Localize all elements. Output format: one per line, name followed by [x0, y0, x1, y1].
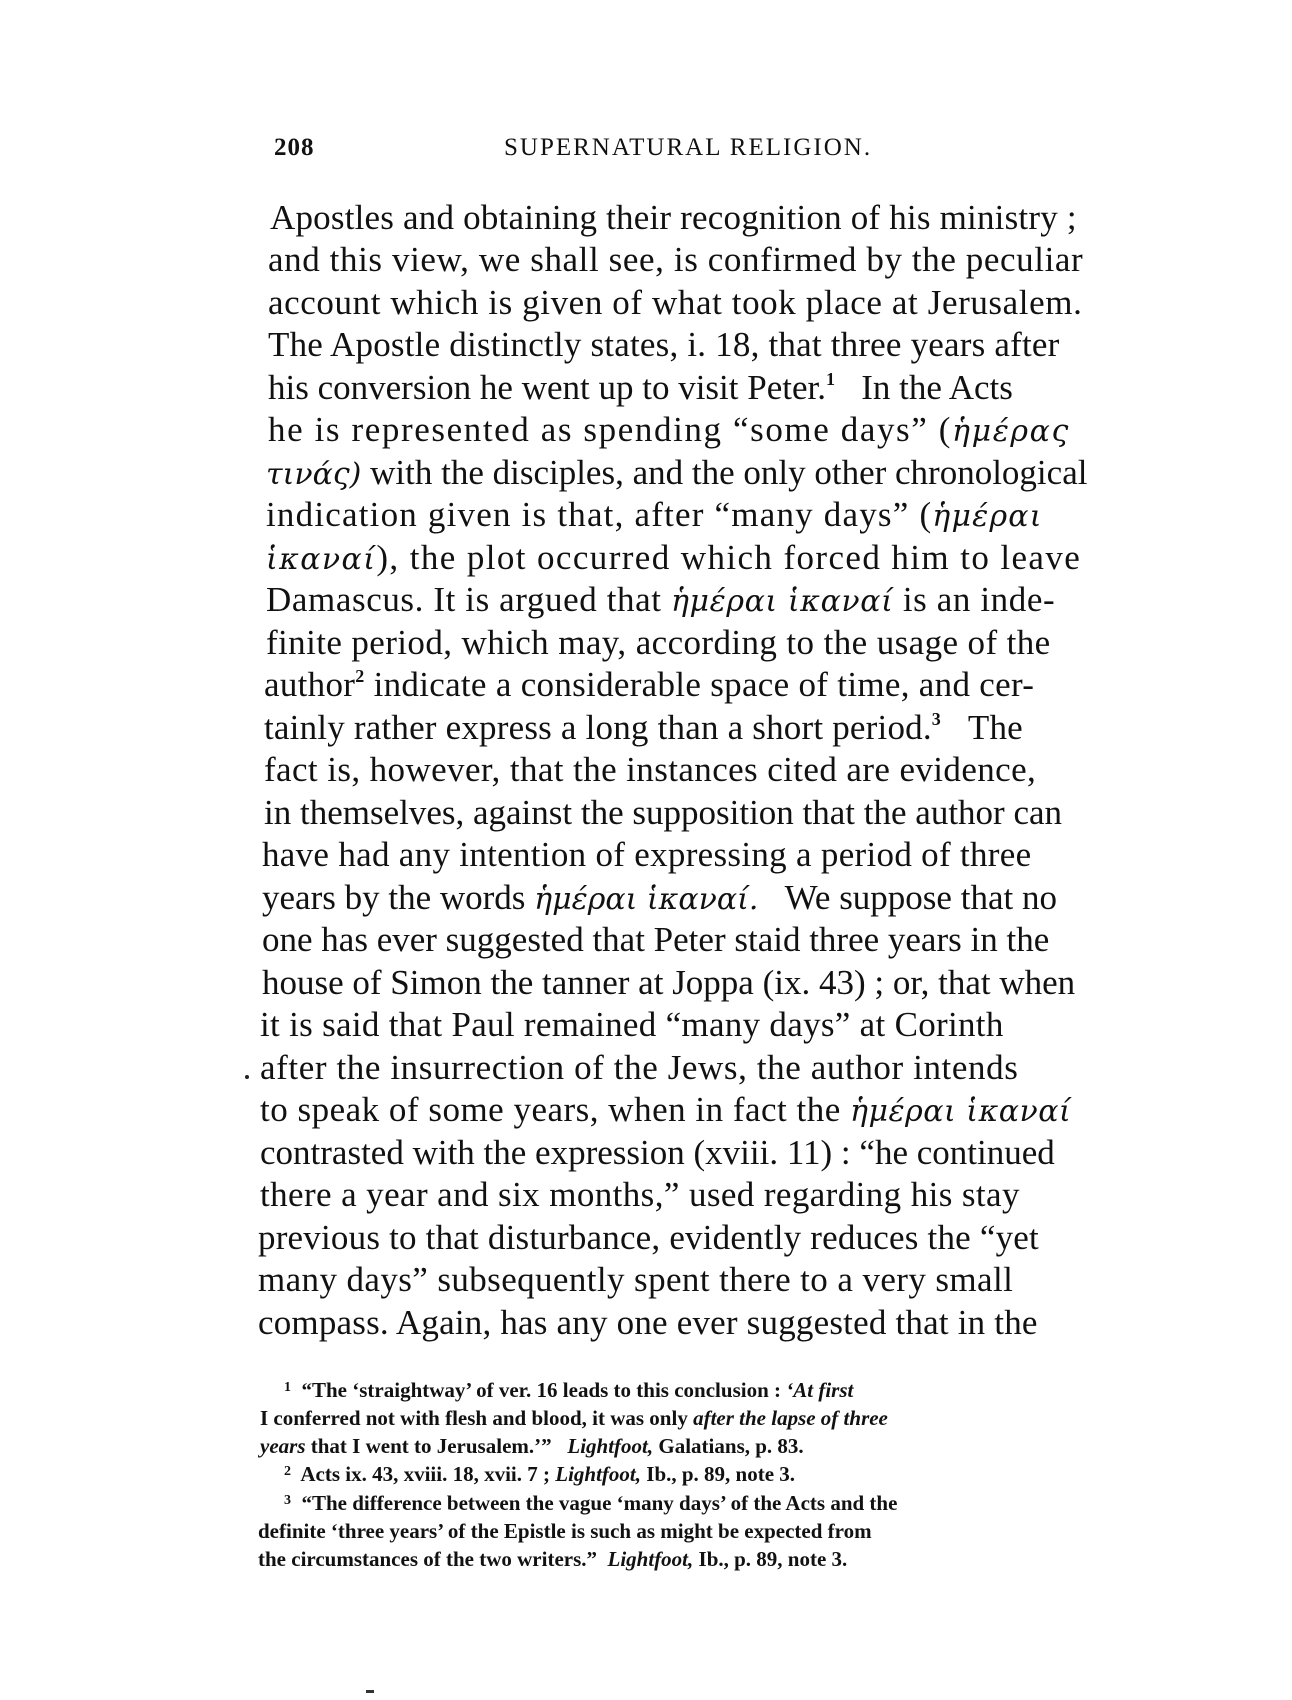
text-line: there a year and six months,” used regarding his stay: [260, 1175, 1020, 1214]
running-title: SUPERNATURAL RELIGION.: [504, 134, 873, 161]
print-speck: [245, 1075, 249, 1079]
text-line: The Apostle distinctly states, i. 18, that three years after: [268, 325, 1060, 364]
text-line: in themselves, against the supposition that the author can: [264, 793, 1063, 832]
greek-phrase: τινάς): [266, 457, 362, 492]
text-line: τινάς) with the disciples, and the only other chronological: [266, 453, 1088, 492]
text-line: indication given is that, after “many days” (ἡμέραι: [266, 495, 1043, 534]
text-line: fact is, however, that the instances cited are evidence,: [264, 750, 1037, 789]
greek-phrase: ἡμέραι ἱκαναί: [850, 1094, 1072, 1129]
footnote-3-cont: definite ‘three years’ of the Epistle is such as might be expected from: [258, 1519, 872, 1543]
footnote-1-cont: I conferred not with flesh and blood, it was only after the lapse of three: [260, 1406, 888, 1430]
footnote-3-cont: the circumstances of the two writers.” Lightfoot, Ib., p. 89, note 3.: [258, 1547, 848, 1571]
print-speck: [366, 1690, 374, 1693]
greek-phrase: ἱκαναί: [266, 542, 377, 577]
text-line: Damascus. It is argued that ἡμέραι ἱκαναί is an inde-: [266, 580, 1056, 619]
text-line: house of Simon the tanner at Joppa (ix. 43) ; or, that when: [262, 963, 1076, 1002]
page-header: [274, 134, 1114, 174]
footnote-ref: 1: [825, 369, 835, 389]
text-line: Apostles and obtaining their recognition of his ministry ;: [270, 198, 1077, 237]
text-line: previous to that disturbance, evidently reduces the “yet: [258, 1218, 1039, 1257]
text-line: after the insurrection of the Jews, the author intends: [260, 1048, 1019, 1087]
footnote-1-cont: years that I went to Jerusalem.’” Lightfoot, Galatians, p. 83.: [260, 1434, 804, 1458]
text-line: contrasted with the expression (xviii. 11) : “he continued: [260, 1133, 1055, 1172]
footnote-1: $^1$ “The ‘straightway’ of ver. 16 leads to this conclusion : ‘At first: [284, 1378, 854, 1402]
page-number: 208: [274, 134, 315, 161]
text-line: account which is given of what took place at Jerusalem.: [268, 283, 1083, 322]
text-line: have had any intention of expressing a period of three: [262, 835, 1032, 874]
footnote-ref: 3: [931, 709, 941, 729]
greek-phrase: ἡμέρας: [952, 414, 1070, 449]
text-line: his conversion he went up to visit Peter.$^1$ In the Acts: [268, 368, 1013, 407]
footnote-2: $^2$ Acts ix. 43, xviii. 18, xvii. 7 ; Lightfoot, Ib., p. 89, note 3.: [284, 1462, 796, 1486]
footnote-ref: 2: [355, 666, 365, 686]
text-line: finite period, which may, according to the usage of the: [266, 623, 1051, 662]
greek-phrase: ἡμέραι ἱκαναί.: [534, 882, 759, 917]
greek-phrase: ἡμέραι: [932, 499, 1043, 534]
text-line: many days” subsequently spent there to a very small: [258, 1260, 1014, 1299]
text-line: compass. Again, has any one ever suggested that in the: [258, 1303, 1038, 1342]
text-line: tainly rather express a long than a short period.$^3$ The: [264, 708, 1023, 747]
text-line: years by the words ἡμέραι ἱκαναί. We suppose that no: [262, 878, 1057, 917]
text-line: he is represented as spending “some days” (ἡμέρας: [268, 410, 1070, 449]
text-line: ἱκαναί), the plot occurred which forced him to leave: [266, 538, 1082, 577]
greek-phrase: ἡμέραι ἱκαναί: [670, 584, 894, 619]
text-line: one has ever suggested that Peter staid three years in the: [262, 920, 1050, 959]
text-line: author$^2$ indicate a considerable space of time, and cer-: [264, 665, 1035, 704]
text-line: to speak of some years, when in fact the ἡμέραι ἱκαναί: [260, 1090, 1072, 1129]
footnote-3: $^3$ “The difference between the vague ‘many days’ of the Acts and the: [284, 1491, 898, 1515]
text-line: and this view, we shall see, is confirmed by the peculiar: [268, 240, 1084, 279]
text-line: it is said that Paul remained “many days” at Corinth: [260, 1005, 1004, 1044]
